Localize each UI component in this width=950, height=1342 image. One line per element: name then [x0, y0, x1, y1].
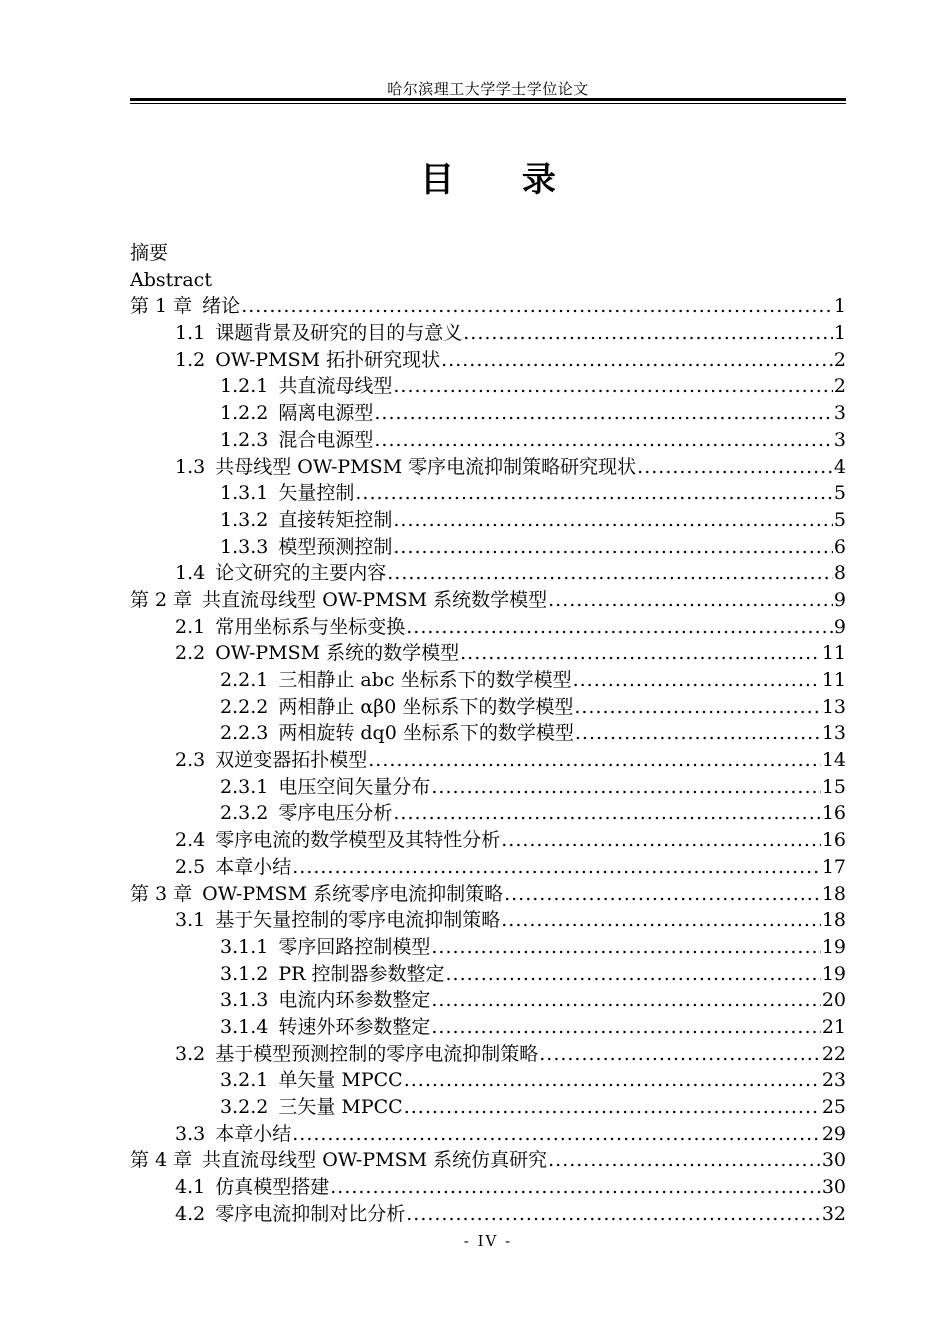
toc-dot-leader [374, 427, 833, 454]
toc-entry-page: 14 [821, 749, 846, 772]
toc-entry-page: 1 [833, 322, 846, 345]
toc-dot-leader [330, 1174, 821, 1201]
toc-dot-leader [292, 1121, 821, 1148]
toc-entry-number: 2.3.2 [220, 802, 269, 825]
toc-entry[interactable] [130, 560, 846, 587]
toc-dot-leader [431, 987, 820, 1014]
toc-entry-page: 18 [821, 882, 846, 905]
toc-entry[interactable] [130, 934, 846, 961]
toc-entry[interactable] [130, 293, 846, 320]
toc-entry-page: 15 [821, 775, 846, 798]
toc-entry[interactable] [130, 1201, 846, 1228]
toc-entry-page: 19 [821, 962, 846, 985]
toc-entry-title: 共直流母线型 [278, 375, 393, 398]
toc-entry-page: 6 [833, 535, 846, 558]
toc-entry[interactable] [130, 614, 846, 641]
toc-entry-page: 2 [833, 348, 846, 371]
toc-entry-title: 双逆变器拓扑模型 [215, 749, 368, 772]
table-of-contents [130, 240, 846, 1227]
toc-entry[interactable] [130, 881, 846, 908]
toc-entry-title: PR 控制器参数整定 [278, 962, 445, 985]
toc-entry-page: 5 [833, 508, 846, 531]
toc-dot-leader [404, 1067, 821, 1094]
toc-entry-page: 5 [833, 482, 846, 505]
toc-entry[interactable] [130, 1121, 846, 1148]
toc-entry-page: 19 [821, 935, 846, 958]
toc-entry-title: 单矢量 MPCC [278, 1069, 403, 1092]
header-rule-thick [130, 98, 846, 101]
toc-dot-leader [573, 667, 821, 694]
toc-entry-page: 3 [833, 428, 846, 451]
toc-entry-title: 共直流母线型 OW-PMSM 系统仿真研究 [202, 1149, 548, 1172]
toc-entry[interactable] [130, 1094, 846, 1121]
toc-dot-leader [292, 854, 821, 881]
toc-entry-page: 11 [821, 642, 846, 665]
toc-dot-leader [404, 1094, 821, 1121]
toc-entry[interactable] [130, 1174, 846, 1201]
toc-dot-leader [539, 1041, 821, 1068]
toc-entry[interactable] [130, 454, 846, 481]
toc-entry-title: 本章小结 [215, 855, 292, 878]
toc-entry-title: 两相旋转 dq0 坐标系下的数学模型 [278, 722, 574, 745]
toc-entry-title: OW-PMSM 系统零序电流抑制策略 [202, 882, 504, 905]
toc-entry-title: 电压空间矢量分布 [278, 775, 431, 798]
toc-entry-number: 3.2 [175, 1042, 206, 1065]
running-header: 哈尔滨理工大学学士学位论文 [387, 80, 589, 98]
toc-entry[interactable] [130, 747, 846, 774]
toc-entry-page: 9 [833, 615, 846, 638]
toc-entry[interactable] [130, 480, 846, 507]
toc-dot-leader [406, 614, 833, 641]
toc-entry-number: 2.2 [175, 642, 206, 665]
toc-dot-leader [393, 373, 833, 400]
toc-entry-number: 1.4 [175, 562, 206, 585]
toc-entry-title: 零序回路控制模型 [278, 935, 431, 958]
toc-entry-title: 混合电源型 [278, 428, 374, 451]
toc-entry[interactable] [130, 827, 846, 854]
toc-entry-title: 论文研究的主要内容 [215, 562, 387, 585]
toc-entry-title: 隔离电源型 [278, 402, 374, 425]
toc-entry-page: 9 [833, 588, 846, 611]
toc-entry-page: 11 [821, 669, 846, 691]
toc-dot-leader [241, 293, 833, 320]
toc-entry-number: 3.1 [175, 909, 206, 932]
toc-dot-leader [501, 907, 821, 934]
toc-entry-page: 18 [821, 909, 846, 932]
toc-entry-page: 13 [821, 695, 846, 718]
toc-entry-page: 32 [821, 1202, 846, 1225]
toc-entry[interactable] [130, 987, 846, 1014]
toc-dot-leader [463, 320, 833, 347]
toc-entry[interactable] [130, 373, 846, 400]
toc-entry-number: 2.3 [175, 749, 206, 772]
toc-entry[interactable] [130, 400, 846, 427]
toc-entry[interactable] [130, 320, 846, 347]
toc-dot-leader [393, 534, 833, 561]
toc-entry-number: 3.2.1 [220, 1069, 269, 1092]
toc-entry-number: 3.1.2 [220, 962, 269, 985]
toc-entry-number: 3.1.3 [220, 989, 269, 1012]
toc-entry[interactable] [130, 1041, 846, 1068]
toc-entry[interactable] [130, 800, 846, 827]
toc-entry-number: 2.4 [175, 829, 206, 852]
toc-entry[interactable] [130, 427, 846, 454]
toc-entry-title: 模型预测控制 [278, 535, 393, 558]
toc-entry-page: 25 [821, 1096, 846, 1118]
toc-entry-page: 17 [821, 855, 846, 878]
toc-dot-leader [431, 1014, 820, 1041]
toc-entry[interactable] [130, 667, 846, 694]
toc-dot-leader [637, 454, 833, 481]
toc-entry[interactable] [130, 907, 846, 934]
toc-entry-number: 1.3 [175, 455, 206, 478]
toc-entry-number: 2.3.1 [220, 775, 269, 798]
toc-entry-page: 16 [821, 802, 846, 825]
toc-entry[interactable] [130, 720, 846, 747]
toc-entry[interactable] [130, 854, 846, 881]
toc-entry-number: 4.2 [175, 1202, 206, 1225]
toc-entry-number: 2.5 [175, 855, 206, 878]
toc-entry-page: 29 [821, 1122, 846, 1145]
toc-entry-number: 1.2 [175, 348, 206, 371]
toc-entry-title: 共母线型 OW-PMSM 零序电流抑制策略研究现状 [215, 455, 637, 478]
toc-entry-title: 仿真模型搭建 [215, 1176, 330, 1199]
toc-entry-number: 1.1 [175, 322, 206, 345]
toc-dot-leader [431, 774, 820, 801]
toc-abstract-cn[interactable]: 摘要 [130, 242, 169, 264]
toc-dot-leader [355, 480, 833, 507]
toc-dot-leader [460, 640, 821, 667]
toc-entry-number: 1.3.2 [220, 508, 269, 531]
toc-dot-leader [548, 587, 833, 614]
toc-entry-title: 常用坐标系与坐标变换 [215, 615, 406, 638]
page-number: - IV - [463, 1232, 513, 1250]
toc-entry-title: 绪论 [202, 295, 241, 318]
toc-entry-title: 三矢量 MPCC [278, 1096, 403, 1118]
toc-entry-number: 2.1 [175, 615, 206, 638]
toc-entry-title: 基于矢量控制的零序电流抑制策略 [215, 909, 501, 932]
header-rule-thin [130, 103, 846, 104]
toc-dot-leader [504, 881, 821, 908]
toc-entry-page: 8 [833, 562, 846, 585]
toc-dot-leader [446, 961, 821, 988]
toc-entry-number: 3.1.1 [220, 935, 269, 958]
toc-dot-leader [406, 1201, 821, 1228]
toc-entry[interactable] [130, 1147, 846, 1174]
toc-entry-number: 2.2.1 [220, 669, 269, 691]
page-title: 目 录 [420, 160, 584, 200]
toc-entry-title: OW-PMSM 系统的数学模型 [215, 642, 460, 665]
toc-entry-title: 零序电流的数学模型及其特性分析 [215, 829, 501, 852]
toc-entry[interactable] [130, 774, 846, 801]
toc-entry-title: 两相静止 αβ0 坐标系下的数学模型 [278, 695, 574, 718]
toc-entry-page: 2 [833, 375, 846, 398]
toc-entry-page: 30 [821, 1149, 846, 1172]
toc-dot-leader [393, 507, 833, 534]
toc-entry-page: 23 [821, 1069, 846, 1092]
toc-dot-leader [441, 347, 833, 374]
toc-entry-page: 21 [821, 1015, 846, 1038]
toc-entry-title: 本章小结 [215, 1122, 292, 1145]
toc-dot-leader [574, 694, 820, 721]
toc-entry-number: 2.2.2 [220, 695, 269, 718]
toc-entry[interactable] [130, 534, 846, 561]
toc-entry-title: 电流内环参数整定 [278, 989, 431, 1012]
toc-entry[interactable] [130, 1067, 846, 1094]
toc-entry[interactable] [130, 961, 846, 988]
toc-entry-page: 30 [821, 1176, 846, 1199]
toc-entry-number: 2.2.3 [220, 722, 269, 745]
toc-dot-leader [548, 1147, 821, 1174]
toc-entry-title: 转速外环参数整定 [278, 1015, 431, 1038]
toc-dot-leader [387, 560, 833, 587]
toc-entry[interactable] [130, 507, 846, 534]
toc-entry-page: 1 [833, 295, 846, 318]
toc-entry-number: 第 4 章 [130, 1149, 193, 1172]
toc-entry-title: 零序电流抑制对比分析 [215, 1202, 406, 1225]
toc-dot-leader [374, 400, 833, 427]
toc-entry-number: 3.2.2 [220, 1096, 269, 1118]
toc-entry[interactable] [130, 347, 846, 374]
toc-entry-page: 13 [821, 722, 846, 745]
toc-entry-title: 基于模型预测控制的零序电流抑制策略 [215, 1042, 539, 1065]
toc-entry-number: 1.2.2 [220, 402, 269, 425]
toc-entry[interactable] [130, 587, 846, 614]
toc-entry-title: 矢量控制 [278, 482, 355, 505]
toc-entry-title: OW-PMSM 拓扑研究现状 [215, 348, 441, 371]
toc-entry-number: 3.3 [175, 1122, 206, 1145]
toc-dot-leader [431, 934, 820, 961]
toc-entry-title: 课题背景及研究的目的与意义 [215, 322, 463, 345]
toc-entry-number: 1.3.3 [220, 535, 269, 558]
toc-entry-page: 3 [833, 402, 846, 425]
toc-entry-number: 第 1 章 [130, 295, 193, 318]
toc-entry-page: 16 [821, 829, 846, 852]
toc-dot-leader [501, 827, 821, 854]
toc-entries [130, 293, 846, 1227]
toc-entry-number: 第 3 章 [130, 882, 193, 905]
toc-entry-number: 4.1 [175, 1176, 206, 1199]
toc-entry-title: 共直流母线型 OW-PMSM 系统数学模型 [202, 588, 548, 611]
toc-entry[interactable] [130, 694, 846, 721]
toc-entry-page: 20 [821, 989, 846, 1012]
toc-entry-page: 22 [821, 1042, 846, 1065]
toc-entry-number: 1.3.1 [220, 482, 269, 505]
toc-entry-number: 1.2.1 [220, 375, 269, 398]
toc-entry-title: 零序电压分析 [278, 802, 393, 825]
toc-dot-leader [368, 747, 821, 774]
toc-dot-leader [393, 800, 820, 827]
toc-entry-number: 1.2.3 [220, 428, 269, 451]
toc-abstract-en[interactable]: Abstract [130, 268, 212, 291]
toc-entry[interactable] [130, 640, 846, 667]
toc-dot-leader [575, 720, 821, 747]
toc-entry[interactable] [130, 1014, 846, 1041]
toc-entry-title: 直接转矩控制 [278, 508, 393, 531]
toc-entry-number: 第 2 章 [130, 588, 193, 611]
toc-entry-number: 3.1.4 [220, 1015, 269, 1038]
toc-entry-title: 三相静止 abc 坐标系下的数学模型 [278, 669, 572, 691]
toc-entry-page: 4 [833, 455, 846, 478]
